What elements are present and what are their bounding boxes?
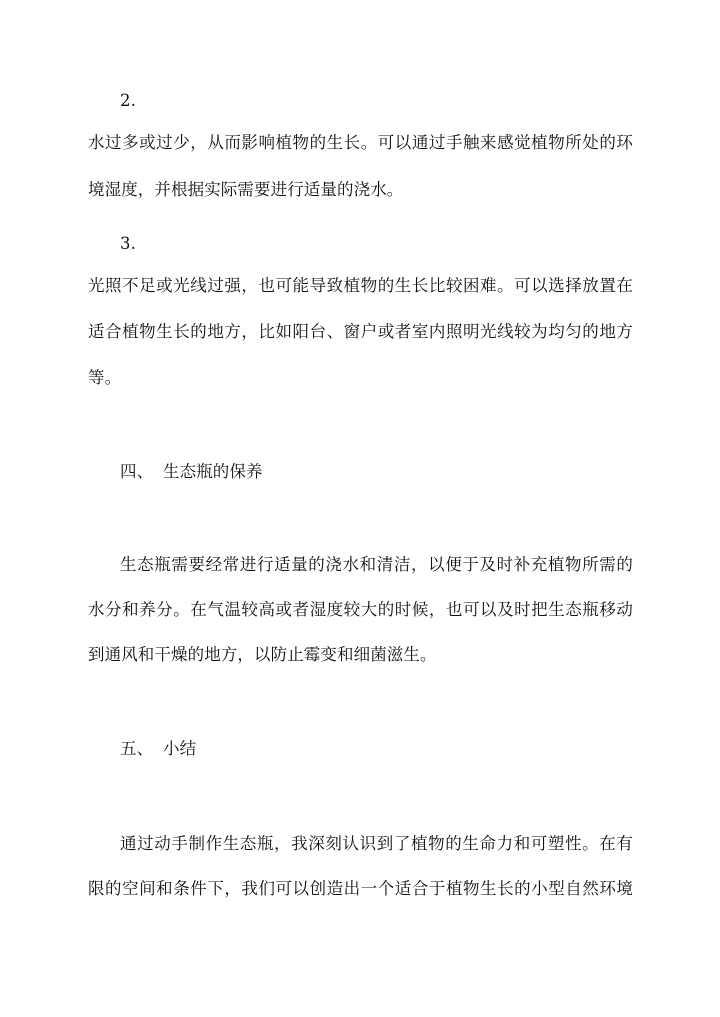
section-4-title: 生态瓶的保养 (163, 462, 263, 481)
item-2-line-2: 境湿度，并根据实际需要进行适量的浇水。 (88, 180, 404, 199)
section-4-line-2: 水分和养分。在气温较高或者湿度较大的时候，也可以及时把生态瓶移动 (88, 600, 633, 619)
section-4-line-1: 生态瓶需要经常进行适量的浇水和清洁，以便于及时补充植物所需的 (120, 555, 633, 574)
section-5-line-2: 限的空间和条件下，我们可以创造出一个适合于植物生长的小型自然环境 (88, 879, 633, 898)
item-3-line-3: 等。 (88, 368, 122, 387)
section-5-line-1: 通过动手制作生态瓶，我深刻认识到了植物的生命力和可塑性。在有 (120, 834, 633, 853)
item-3-line-1: 光照不足或光线过强，也可能导致植物的生长比较困难。可以选择放置在 (88, 276, 633, 295)
item-2-line-1: 水过多或过少，从而影响植物的生长。可以通过手触来感觉植物所处的环 (88, 133, 633, 152)
section-5-number: 五、 (120, 739, 154, 758)
section-4-line-3: 到通风和干燥的地方，以防止霉变和细菌滋生。 (88, 645, 437, 664)
item-2-number: 2. (120, 91, 136, 110)
section-5-title: 小结 (163, 739, 197, 758)
item-3-line-2: 适合植物生长的地方，比如阳台、窗户或者室内照明光线较为均匀的地方 (88, 322, 633, 341)
section-4-number: 四、 (120, 462, 154, 481)
item-3-number: 3. (120, 234, 136, 253)
